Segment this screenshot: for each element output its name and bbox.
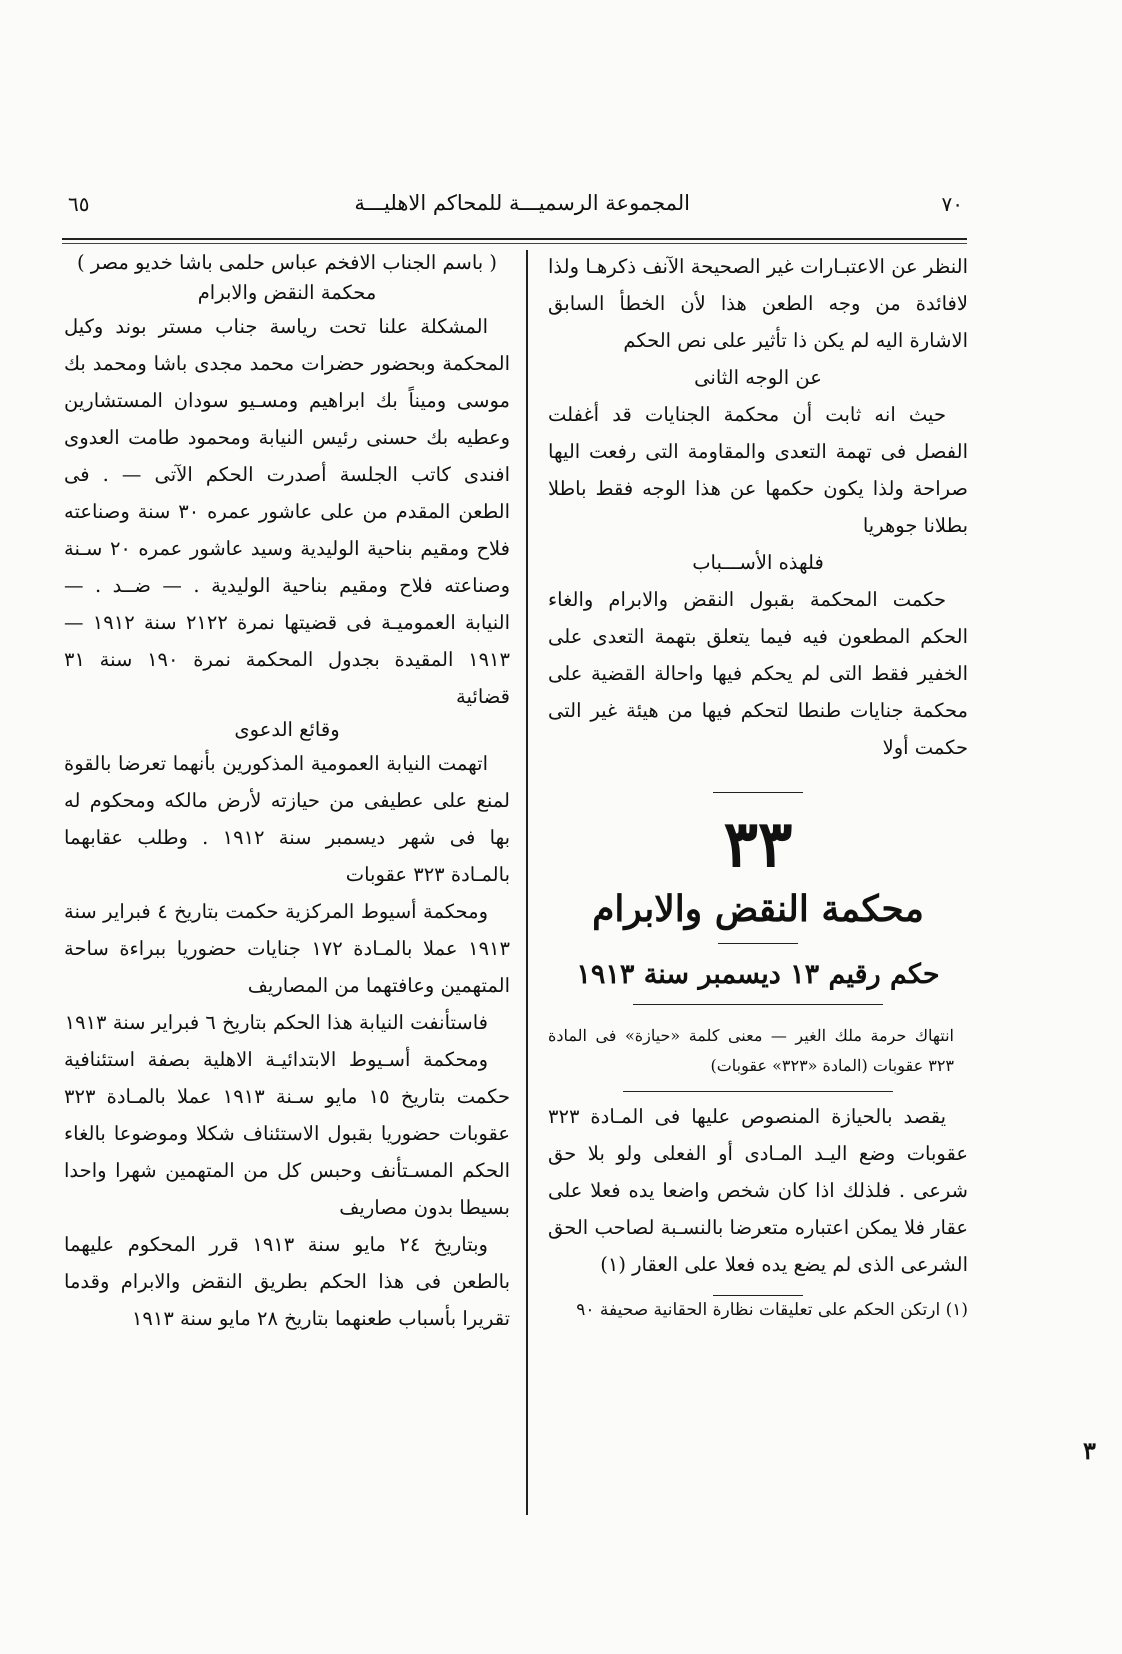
running-header-title: المجموعة الرسميـــة للمحاكم الاهليـــة: [354, 191, 690, 215]
left-column: [64, 248, 510, 1337]
paragraph: ومحكمة أسـيوط الابتدائيـة الاهلية بصفة استئنافية حكمت بتاريخ ١٥ مايو سـنة ١٩١٣ عملا بالمـادة ٣٢٣ عقوبات حضوريا بقبول الاستئناف شكلا وموضوعا بالغاء الحكم المسـتأنف وحبس كل من المتهمين شهرا واحدا بسيطا بدون مصاريف: [64, 1048, 511, 1219]
section-heading: فلهذه الأســـباب: [692, 551, 824, 574]
paragraph: وبتاريخ ٢٤ مايو سنة ١٩١٣ قرر المحكوم عليهما بالطعن فى هذا الحكم بطريق النقض والابرام وقدما تقريرا بأسباب طعنهما بتاريخ ٢٨ مايو سنة ١٩١٣: [64, 1233, 510, 1330]
paragraph: حيث انه ثابت أن محكمة الجنايات قد أغفلت الفصل فى تهمة التعدى والمقاومة التى رفعت اليها صراحة ولذا يكون حكمها عن هذا الوجه فقط باطلا بطلانا جوهريا: [548, 403, 968, 537]
header-rule: [62, 238, 967, 240]
column-divider: [526, 250, 528, 1515]
case-summary: انتهاك حرمة ملك الغير — معنى كلمة «حيازة» فى المادة ٣٢٣ عقوبات (المادة «٣٢٣» عقوبات): [548, 1026, 954, 1075]
footnote: (١) ارتكن الحكم على تعليقات نظارة الحقانية صحيفة ٩٠: [576, 1300, 968, 1320]
page-number-right: ٧٠: [941, 192, 963, 216]
separator-rule: [718, 943, 798, 944]
paragraph: اتهمت النيابة العمومية المذكورين بأنهما تعرضا بالقوة لمنع على عطيفى من حيازته لأرض مالكه ومحكوم له بها فى شهر ديسمبر سنة ١٩١٢ . وطلب عقابهما بالمـادة ٣٢٣ عقوبات: [64, 752, 510, 886]
paragraph: المشكلة علنا تحت رياسة جناب مستر بوند وكيل المحكمة وبحضور حضرات محمد مجدى باشا ومحمد بك موسى وميناً بك ابراهيم ومسـيو سودان المستشارين وعطيه بك حسنى رئيس النيابة ومحمود طامت العدوى افندى كاتب الجلسة أصدرت الحكم الآتى — . فى الطعن المقدم من على عاشور عمره ٣٠ سنة وصناعته فلاح ومقيم بناحية الوليدية وسيد عاشور عمره ٢٠ سـنة وصناعته فلاح ومقيم بناحية الوليدية . — ضــد . — النيابة العموميـة فى قضيتها نمرة ٢١٢٢ سنة ١٩١٢ — ١٩١٣ المقيدة بجدول المحكمة نمرة ١٩٠ سنة ٣١ قضائية: [64, 315, 511, 708]
page-number-left: ٦٥: [68, 192, 90, 216]
separator-rule: [623, 1091, 893, 1092]
invocation: ( باسم الجناب الافخم عباس حلمى باشا خديو مصر ): [76, 251, 498, 274]
paragraph: حكمت المحكمة بقبول النقض والابرام والغاء الحكم المطعون فيه فيما يتعلق بتهمة التعدى على الخفير فقط التى لم يحكم فيها واحالة القضية على محكمة جنايات طنطا لتحكم فيها من هيئة غير التى حكمت أولا: [548, 588, 968, 759]
paragraph: ومحكمة أسيوط المركزية حكمت بتاريخ ٤ فبراير سنة ١٩١٣ عملا بالمـادة ١٧٢ جنايات حضوريا ببراءة ساحة المتهمين وعافتهما من المصاريف: [64, 900, 511, 997]
separator-rule: [633, 1004, 883, 1005]
paragraph: النظر عن الاعتبـارات غير الصحيحة الآنف ذكرهـا ولذا لافائدة من وجه الطعن هذا لأن الخطأ السابق الاشارة اليه لم يكن ذا تأثير على نص الحكم: [548, 255, 968, 352]
separator-rule: [713, 792, 803, 793]
court-name: محكمة النقض والابرام: [197, 281, 377, 304]
judgment-date: حكم رقيم ١٣ ديسمبر سنة ١٩١٣: [576, 959, 940, 990]
paragraph: فاستأنفت النيابة هذا الحكم بتاريخ ٦ فبراير سنة ١٩١٣: [64, 1011, 488, 1034]
margin-mark: ٣: [1083, 1436, 1096, 1465]
legal-principle: يقصد بالحيازة المنصوص عليها فى المـادة ٣٢٣ عقوبات وضع اليـد المـادى أو الفعلى ولو بلا حق شرعى . فلذلك اذا كان شخص واضعا يده فعلا على عقار فلا يمكن اعتباره متعرضا بالنسـبة لصاحب الحق الشرعى الذى لم يضع يده فعلا على العقار (١): [548, 1105, 968, 1276]
right-column: [548, 248, 968, 1324]
section-heading: وقائع الدعوى: [234, 718, 340, 741]
section-heading: عن الوجه الثانى: [694, 366, 822, 389]
court-title: محكمة النقض والابرام: [592, 888, 924, 930]
header-rule-thin: [62, 243, 967, 244]
case-number: ٣٣: [723, 807, 793, 882]
